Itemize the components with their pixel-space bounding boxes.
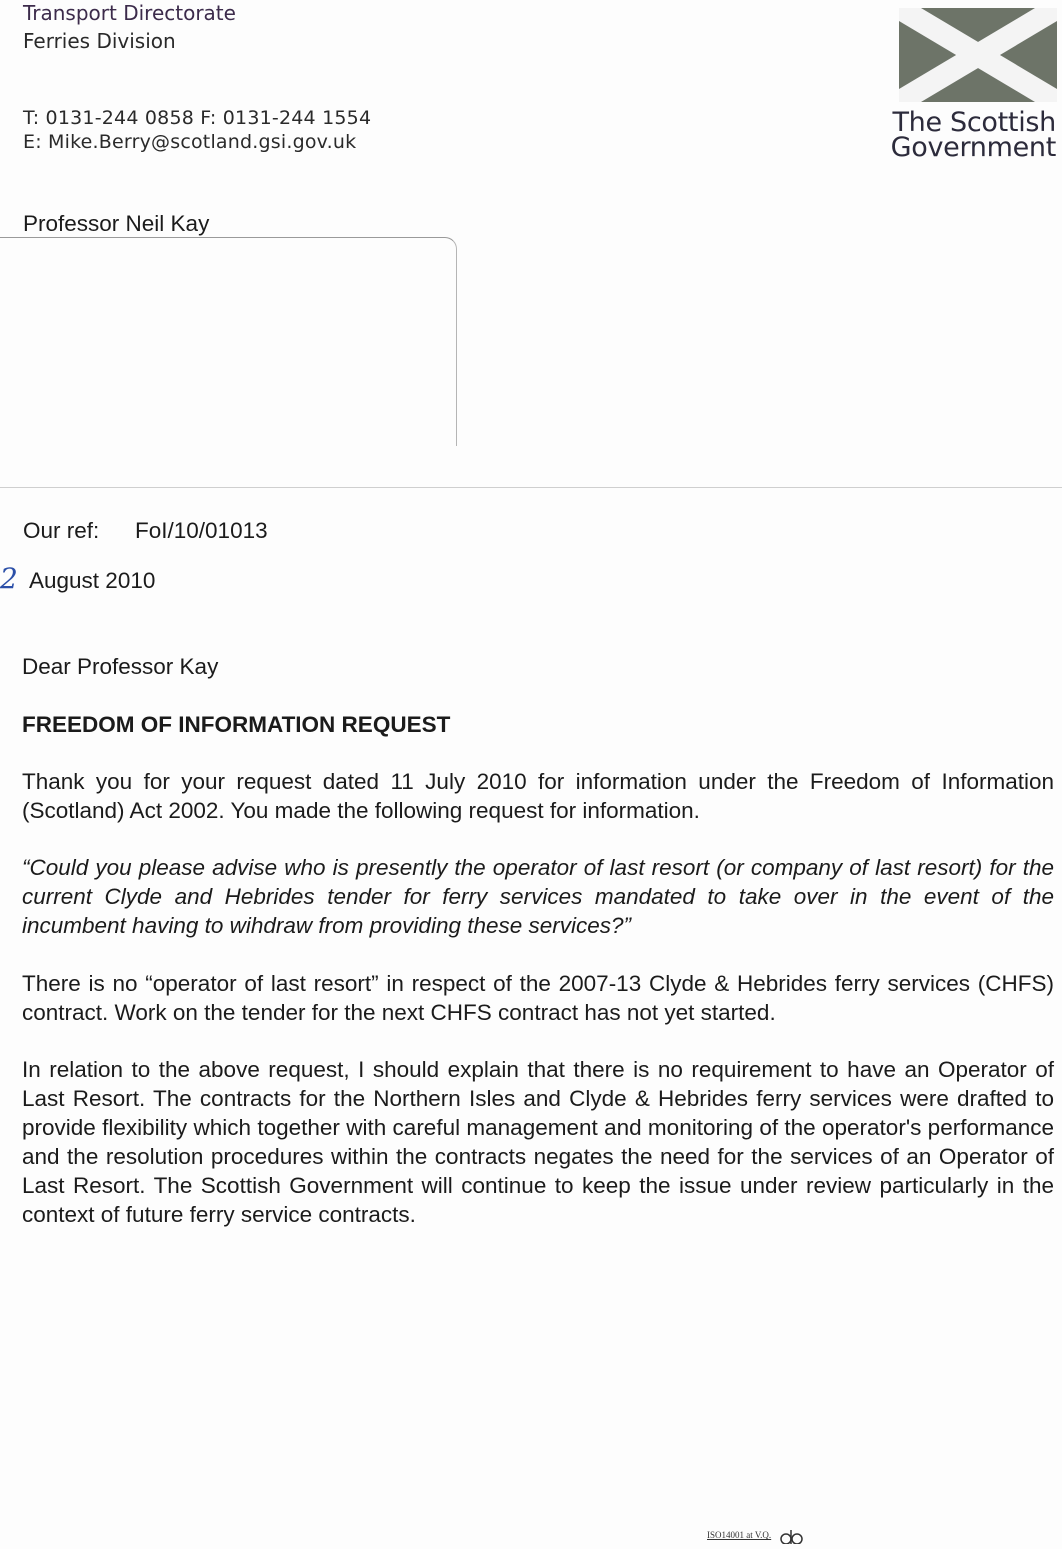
saltire-flag-icon [899,8,1057,102]
reference-label: Our ref: [23,518,100,543]
envelope-window-frame [0,237,457,446]
printer-logo-icon [778,1528,808,1549]
logo-line-1: The Scottish [892,107,1056,138]
paragraph-explanation: In relation to the above request, I should explain that there is no requirement to have an Operator of Last Resort. The contracts for the Northern Isles and Clyde & Hebrides ferry services were drafted to provide flexibility which together with careful management and monitoring of the operator's performance and the resolution procedures within the contracts negates the need for the services of an Operator of Last Resort. The Scottish Government will continue to keep the issue under review particularly in the context of future ferry service contracts. [22,1057,1054,1227]
paragraph-request-acknowledgement: Thank you for your request dated 11 July 2010 for information under the Freedom of Information (Scotland) Act 2002. You made the following request for information. [22,769,1054,823]
logo-wordmark [836,107,1056,163]
division-name: Ferries Division [23,29,176,53]
contact-email: E: Mike.Berry@scotland.gsi.gov.uk [23,131,357,153]
logo-line-2: Government [890,132,1056,163]
fold-line [0,487,1062,488]
reference-value: FoI/10/01013 [135,518,268,543]
iso-certification-mark: ISO14001 at V.Q. [707,1530,772,1540]
handwritten-day: 2 [0,562,18,595]
salutation: Dear Professor Kay [22,654,219,679]
subject-heading: FREEDOM OF INFORMATION REQUEST [22,712,451,737]
paragraph-no-operator: There is no “operator of last resort” in respect of the 2007-13 Clyde & Hebrides ferry services (CHFS) contract. Work on the tender for the next CHFS contract has not yet started. [22,971,1054,1025]
directorate-name: Transport Directorate [23,1,236,25]
saltire-flag-logo [899,8,1057,102]
paragraph-quoted-request: “Could you please advise who is presently the operator of last resort (or company of last resort) for the current Clyde and Hebrides tender for ferry services mandated to take over in the event of the incumbent having to wihdraw from providing these services?” [22,855,1054,938]
contact-phone-fax: T: 0131-244 0858 F: 0131-244 1554 [23,107,372,129]
letter-date: August 2010 [29,568,156,593]
addressee-name: Professor Neil Kay [23,211,210,236]
